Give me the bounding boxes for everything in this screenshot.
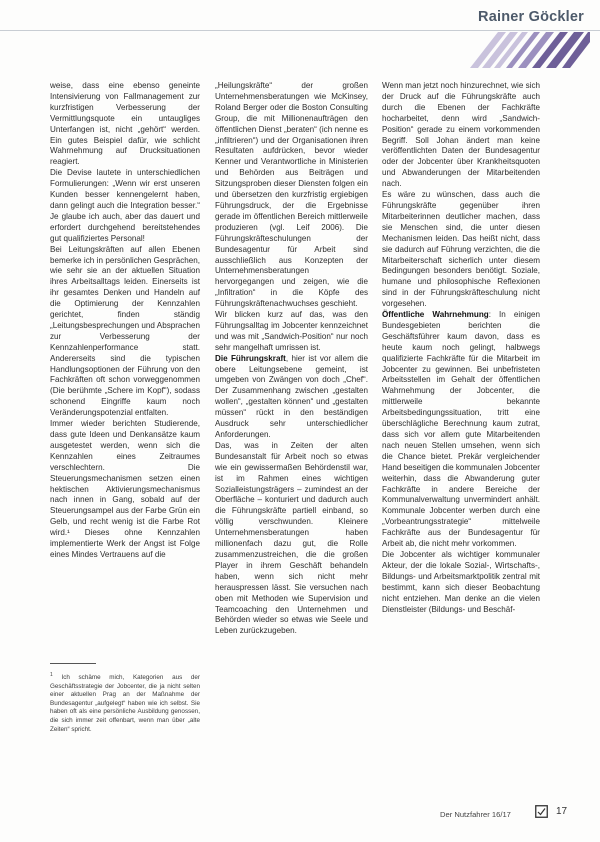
page-marker-icon (535, 805, 548, 818)
paragraph: Die Jobcenter als wichtiger kommunaler Akteur, der die lokale Sozial-, Wirtschafts-, Bildungs- und Arbeitsmarktpolitik zentral mit bestimmt, kann sich dieser Beobachtung nicht entziehen. Man denke an die vielen Dienstleister (Bildungs- und Beschäf- (382, 549, 540, 614)
paragraph-with-heading (382, 310, 540, 550)
paragraph-with-heading (215, 354, 368, 441)
paragraph: Bei Leitungskräften auf allen Ebenen bemerke ich in persönlichen Gesprächen, wie sehr sie an der aktuellen Situation ihres Arbeitsalltags leiden. Einerseits ist ihr gesamtes Denken und Handeln auf die Optimierung der Kennzahlen gerichtet, finden ständig „Leitungsbesprechungen und Absprachen zur Verbesserung der Kennzahlenperformance statt. Andererseits sind die typischen Handlungsoptionen der Führung von den Fachkräften oft schon vorweggenommen (Die berühmte „Schere im Kopf“), sodass schonend Eingriffe kaum noch Veränderungspotenzial entfalten. (50, 244, 200, 418)
text-column-1 (50, 81, 200, 561)
paragraph: „Heilungskräfte“ der großen Unternehmensberatungen wie McKinsey, Roland Berger oder die Boston Consulting Group, die mit Millionenaufträgen den öffentlichen Dienst „beraten“ (ich nenne es „infiltrieren“) und der Organisationen ihren Resultaten aufdrücken, bevor wieder Kenner und Verantwortliche in Ministerien und Behörden aus Beiträgen und Sitzungsproben dieser Diensten folgen ein und übersetzen den kurzfristig ergiebigen Führungsdruck, der die Ergebnisse gerade im öffentlichen Bereich mittlerweile produzieren (vgl. Leif 2006). Die Führungskräfteschulungen der Bundesagentur für Arbeit sind ausschließlich aus Konzepten der Unternehmensberatungen hervorgegangen und zeigen, wie die „Infiltration“ in die Köpfe des Führungskräftenachwuchses geschieht. (215, 81, 368, 309)
subheading-fuehrungskraft: Die Führungskraft (215, 353, 286, 363)
header-rule (0, 30, 600, 31)
paragraph: Wir blicken kurz auf das, was den Führungsalltag im Jobcenter kennzeichnet und was mit „Sandwich-Position“ nur noch sehr mangelhaft umrissen ist. (215, 310, 368, 352)
subheading-oeffentliche-wahrnehmung: Öffentliche Wahrnehmung (382, 310, 489, 320)
paragraph: weise, dass eine ebenso geneinte Intensivierung von Fallmanagement zur kurzfristigen Verbesserung der Vermittlungsquote ein untaugliges Unterfangen ist, nicht „gehört“ werden. Ein gutes Beispiel dafür, wie schlicht Wahrnehmung auf Drucksituationen reagiert. (50, 81, 200, 167)
footer-magazine-name: Der Nutzfahrer 16/17 (440, 810, 511, 819)
paragraph: Die Devise lautete in unterschiedlichen Formulierungen: „Wenn wir erst unseren Kunden besser kennengelernt haben, dann gelingt auch die Integration besser.“ Je glaube ich auch, aber das dauert und erfordert durchgehend bereitstehendes gut qualifiziertes Personal! (50, 168, 200, 243)
page-number: 17 (556, 806, 568, 817)
paragraph: Es wäre zu wünschen, dass auch die Führungskräfte gegenüber ihren Mitarbeiterinnen deutlicher machen, dass sie Menschen sind, die unter diesen Mechanismen leiden. Das heißt nicht, dass sie dadurch auf Führung verzichten, die die Mitarbeiterschaft sicherlich unter diesem Bedingungen besonders benötigt. Soziale, humane und philosophische Reflexionen sind in der Führungskräfteschulung nicht vorgesehen. (382, 190, 540, 309)
footnote (50, 671, 200, 734)
diagonal-stripes-decoration-icon (470, 32, 590, 68)
footnote-rule (50, 663, 96, 664)
paragraph: Immer wieder berichten Studierende, dass gute Ideen und Denkansätze kaum ausgetestet werden, wenn sich die Kennzahlen eines Zeitraumes verschlechtern. Die Steuerungsmechanismen setzen einen hektischen Aktivierungsmechanismus nach innen in Gang, sobald auf der Steuerungsampel aus der Farbe Grün ein Gelb, und recht wenig ist die Farbe Rot wird.¹ Dieses ohne Kennzahlen implementierte Werk der Angst ist Folge eines Mindes Vertrauens auf die (50, 419, 200, 559)
paragraph-text: : In einigen Bundesgebieten berichten die Geschäftsführer kaum davon, dass es heute kaum noch gelingt, halbwegs qualifizierte Fachkräfte für die Mitarbeit im Jobcenter zu gewinnen. Bei unbefristeten Arbeitsstellen im Gehalt der öffentlichen Wahrnehmung der Jobcenter, die mittlerweile bekannte Arbeitsbedingungssituation, tritt eine überschlägliche Berechnung kaum zutrat, dass sich vor allem gute Mitarbeitenden nach neuen Stellen umsehen, wenn sich die Chance bietet. Prekär vergleichender Hand beseitigen die kommunalen Jobcenter weiterhin, dass die Abwanderung guter Fachkräfte in andere Bereiche der Kommunalverwaltung unvermindert anhält. Kommunale Jobcenter werben durch eine „Vorbeantrungsstrategie“ mittelweile Fachkräfte aus der Bundesagentur für Arbeit ab, die nicht mehr vorkommen. (382, 310, 540, 549)
paragraph: Wenn man jetzt noch hinzurechnet, wie sich der Druck auf die Führungskräfte auch durch die Ebenen der Fachkräfte hocharbeitet, denn wird „Sandwich-Position“ gerade zu einem vorkommenden Begriff. Soll Johan ändert man keine veröffentlichten Daten der Bundesagentur oder der Jobcenter über Krankheitsquoten und Abwanderungen der Mitarbeitenden nach. (382, 81, 540, 189)
paragraph-text: , hier ist vor allem die obere Leitungsebene gemeint, ist umgeben von Zwängen von doch „Chef“. Der Zusammenhang zwischen „gestalten wollen“, „gestalten können“ und „gestalten müssen“ rückt in den beständigen Ausdruck sehr unterschiedlicher Anforderungen. (215, 353, 369, 439)
paragraph: Das, was in Zeiten der alten Bundesanstalt für Arbeit noch so etwas wie ein gewissermaßen Behördenstil war, ist im Rahmen eines wichtigen Sozialleistungsträgers – zumindest an der Oberfläche – konturiert und dadurch auch die Führungskräfte partiell einband, so völlig verschwunden. Kleinere Unternehmensberatungen haben millionenfach dazu gut, die Rolle zusammenzustreichen, die die großen Player in ihrem Geschäft behandeln haben, wenn sich nicht mehr herauspressen lässt. Sie versuchen nach oben mit Methoden wie Supervision und Teamcoaching den Unternehmen und Behörden wieder so etwas wie Seele und Leben zurückzugeben. (215, 440, 368, 636)
footnote-marker: 1 (50, 672, 53, 678)
text-column-2 (215, 81, 368, 637)
text-column-3 (382, 81, 540, 615)
header-author: Rainer Göckler (478, 9, 584, 25)
footnote-text: Ich schäme mich, Kategorien aus der Geschäftsstrategie der Jobcenter, die ja nicht selten einer aktuellen Prag an der Maßnahme der Bundesagentur „aufgelegt“ haben wie ich selbst. Sie haben oft als eine persönliche Ausbildung genossen, die sich immer zeit offenbart, wenn man über „alte Zeiten“ spricht. (50, 674, 201, 733)
